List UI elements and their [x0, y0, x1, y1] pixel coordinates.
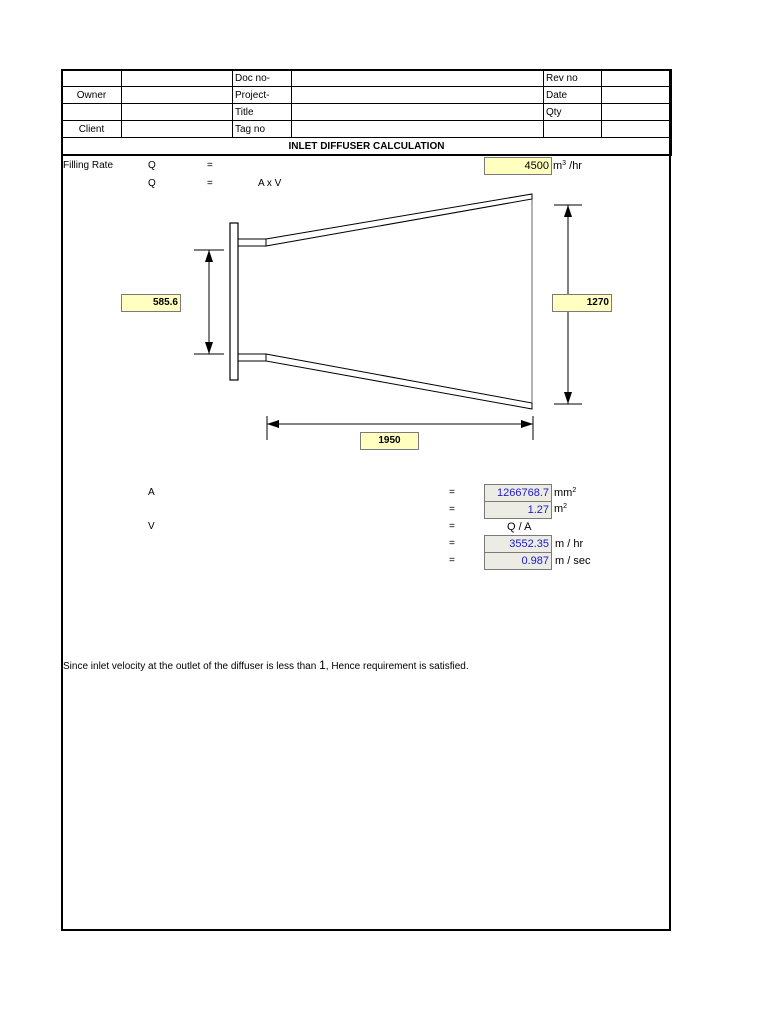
project-label: Project- — [233, 87, 292, 104]
area-mm2-result: 1266768.7 — [484, 484, 552, 502]
outlet-arrow-bottom — [564, 392, 572, 404]
cone-wall-bottom — [266, 354, 532, 409]
v-formula: Q / A — [507, 521, 532, 533]
sheet-title: INLET DIFFUSER CALCULATION — [62, 138, 672, 156]
inlet-flange — [230, 223, 238, 380]
velocity-mhr-unit: m / hr — [555, 538, 584, 550]
velocity-msec-unit: m / sec — [555, 555, 591, 567]
area-m2-unit: $m^2$ — [554, 503, 568, 515]
conclusion-text: Since inlet velocity at the outlet of the diffuser is less than 1, Hence requirement is satisfied. — [63, 658, 469, 672]
length-arrow-right — [521, 420, 533, 428]
equals-velocity-hr: = — [449, 538, 455, 549]
title-label: Title — [233, 104, 292, 121]
velocity-msec-result: 0.987 — [484, 552, 552, 570]
inlet-arrow-bottom — [205, 342, 213, 354]
owner-label: Owner — [62, 87, 122, 104]
equals-velocity-sec: = — [449, 555, 455, 566]
outlet-diameter-input[interactable]: 1270 — [552, 294, 612, 312]
area-m2-result: 1.27 — [484, 501, 552, 519]
flow-rate-unit: $m^3$ /hr — [553, 160, 582, 172]
q-symbol-2: Q — [148, 178, 156, 189]
flow-rate-input[interactable]: 4500 — [484, 157, 552, 175]
a-symbol: A — [148, 487, 155, 498]
filling-rate-label: Filling Rate — [63, 160, 114, 171]
equals-area-m2: = — [449, 504, 455, 515]
equals-sign: = — [207, 160, 213, 171]
doc-no-label: Doc no- — [233, 70, 292, 87]
length-input[interactable]: 1950 — [360, 432, 419, 450]
q-formula: A x V — [258, 178, 282, 189]
q-symbol: Q — [148, 160, 156, 171]
v-symbol: V — [148, 521, 155, 532]
equals-area-mm2: = — [449, 487, 455, 498]
length-arrow-left — [267, 420, 279, 428]
rev-no-label: Rev no — [544, 70, 602, 87]
cone-wall-top — [266, 194, 532, 246]
equals-v: = — [449, 521, 455, 532]
inlet-diameter-input[interactable]: 585.6 — [121, 294, 181, 312]
date-label: Date — [544, 87, 602, 104]
velocity-mhr-result: 3552.35 — [484, 535, 552, 553]
outlet-arrow-top — [564, 205, 572, 217]
qty-label: Qty — [544, 104, 602, 121]
equals-sign-2: = — [207, 178, 213, 189]
inlet-arrow-top — [205, 250, 213, 262]
area-mm2-unit: $mm^2$ — [554, 487, 577, 499]
client-label: Client — [62, 121, 122, 138]
tag-no-label: Tag no — [233, 121, 292, 138]
